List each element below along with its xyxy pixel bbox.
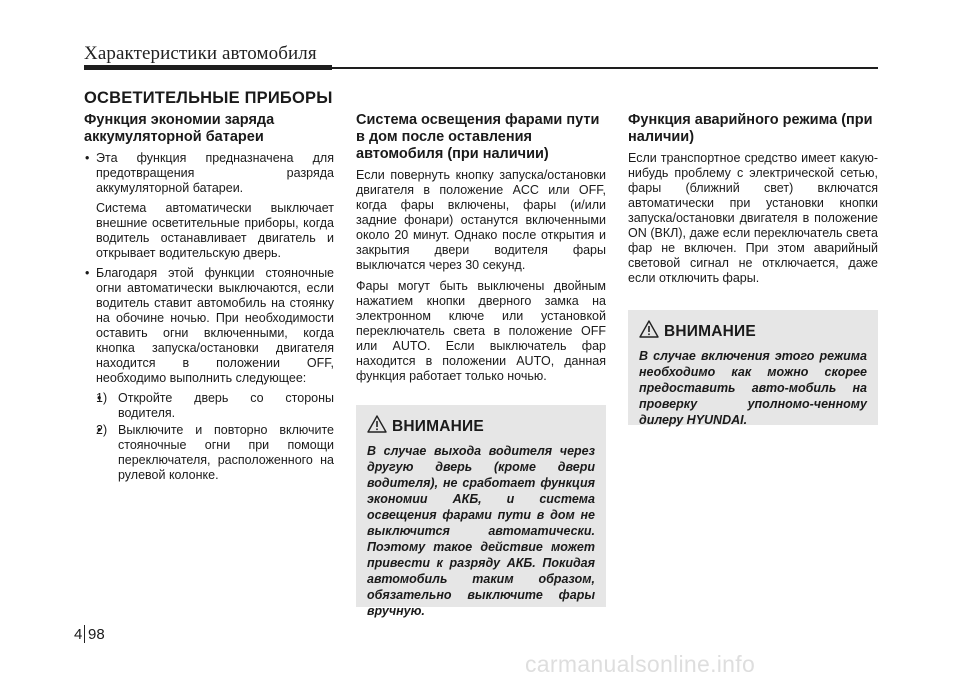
- footer-divider: [84, 625, 85, 643]
- warning-box-emergency: [628, 310, 878, 425]
- column-emergency-mode: [628, 112, 878, 292]
- step-number: • 2): [96, 423, 108, 437]
- warning-triangle-icon: [639, 320, 659, 343]
- battery-saver-description: Система автоматически выключает внешние осветительные приборы, когда водитель останавливает двигатель и открывает водительскую дверь.: [96, 201, 334, 260]
- warning-header: [639, 320, 867, 343]
- escort-lighting-paragraph-1: Если повернуть кнопку запуска/остановки двигателя в положение ACC или OFF, когда фары включены, фары (и/или задние фонари) останутся включенными около 20 минут. Однако после открытия и закрытия двери водителя фары выключатся через 30 секунд.: [356, 168, 606, 272]
- warning-title: ВНИМАНИЕ: [392, 417, 484, 435]
- step-text: Выключите и повторно включите стояночные огни при помощи переключателя, расположенного на рулевой колонке.: [118, 423, 334, 482]
- page-header-title: Характеристики автомобиля: [84, 43, 317, 64]
- step-item: [96, 391, 334, 421]
- warning-title: ВНИМАНИЕ: [664, 322, 756, 340]
- escort-lighting-paragraph-2: Фары могут быть выключены двойным нажатием кнопки дверного замка на электронном ключе или установкой переключатель света в положение OFF или AUTO. Если выключатель фар находится в положении AUTO, данная функция работает только ночью.: [356, 279, 606, 383]
- battery-saver-heading: Функция экономии заряда аккумуляторной батареи: [84, 112, 275, 145]
- warning-header: [367, 415, 595, 438]
- chapter-number: 4: [74, 626, 83, 643]
- battery-saver-list: [84, 151, 334, 483]
- watermark: carmanualsonline.info: [525, 651, 756, 677]
- steps-list: [96, 391, 334, 483]
- battery-saver-purpose: • Эта функция предназначена для предотвращения разряда аккумуляторной батареи.: [96, 151, 334, 195]
- list-item: [84, 266, 334, 483]
- parking-lights-note: • Благодаря этой функции стояночные огни автоматически выключаются, если водитель ставит автомобиль на стоянку на обочине ночью. При необходимости оставить огни включенными, когда кнопка запуска/остановки двигателя находится в положении OFF, необходимо выполнить следующее:: [96, 266, 334, 385]
- step-number: • 1): [96, 391, 108, 405]
- emergency-mode-paragraph: Если транспортное средство имеет какую-нибудь проблему с электрической сетью, фары (ближний свет) включатся автоматически при установки кнопки запуска/остановки двигателя в положение ON (ВКЛ), даже если переключатель света фар не включен. При этом аварийный световой сигнал не отключается, даже если отключить фары.: [628, 151, 878, 285]
- step-item: [96, 423, 334, 483]
- emergency-mode-heading: Функция аварийного режима (при наличии): [628, 112, 873, 145]
- column-battery-saver: [84, 112, 334, 488]
- warning-box-escort: [356, 405, 606, 618]
- page-number: 98: [88, 626, 105, 643]
- warning-text: В случае включения этого режима необходимо как можно скорее предоставить авто-мобиль на проверку уполномо-ченному дилеру HYUNDAI.: [639, 349, 867, 427]
- header-rule-thin: [332, 67, 878, 69]
- list-item: [84, 151, 334, 261]
- warning-triangle-icon: [367, 415, 387, 438]
- header-rule-thick: [84, 65, 332, 70]
- escort-lighting-heading: Система освещения фарами пути в дом после оставления автомобиля (при наличии): [356, 112, 600, 162]
- step-text: Откройте дверь со стороны водителя.: [118, 391, 334, 420]
- column-escort-lighting: [356, 112, 606, 390]
- section-title: ОСВЕТИТЕЛЬНЫЕ ПРИБОРЫ: [84, 89, 333, 107]
- warning-text: В случае выхода водителя через другую дверь (кроме двери водителя), не сработает функция экономии АКБ, и система освещения фарами пути в дом не выключится автоматически. Поэтому такое действие может привести к разряду АКБ. Покидая автомобиль таким образом, обязательно выключите фары вручную.: [367, 444, 595, 618]
